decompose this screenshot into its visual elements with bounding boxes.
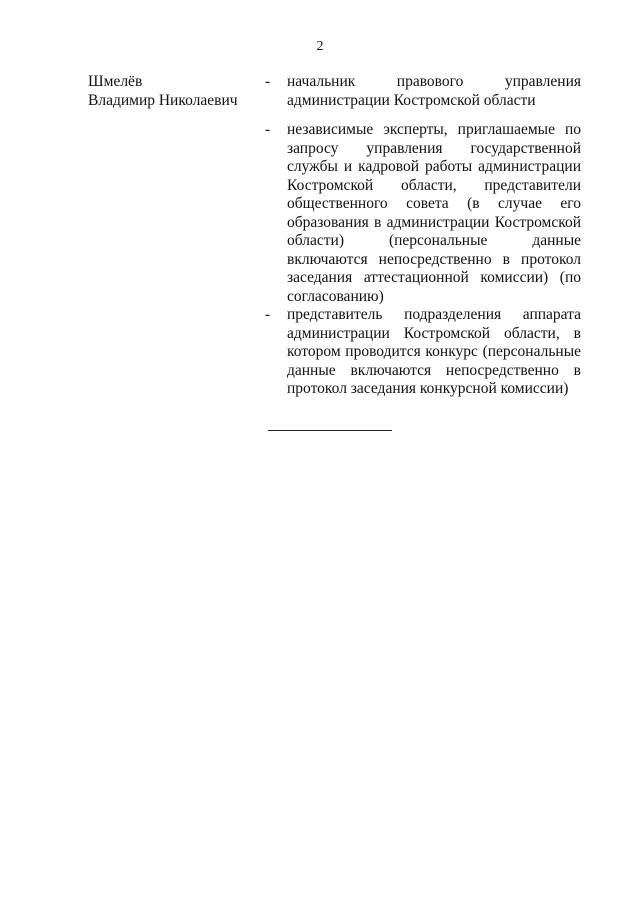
member-surname: Шмелёв [88,73,143,90]
page-number: 2 [316,39,324,54]
list-dash: - [265,306,271,323]
member-name [88,73,258,110]
member-role: представитель подразделения аппарата администрации Костромской области, в котором проводится конкурс (персональные данные включаются непосредственно в протокол заседания конкурсной комиссии) [287,306,581,397]
member-role: независимые эксперты, приглашаемые по запросу управления государственной службы и кадровой работы администрации Костромской области, представители общественного совета (в случае его образования в администрации Костромской области) (персональные данные включаются непосредственно в протокол заседания аттестационной комиссии) (по согласованию) [287,121,581,305]
list-dash: - [265,73,271,90]
list-dash: - [265,121,271,138]
end-of-list-rule [268,430,392,431]
member-role: начальник правового управления администрации Костромской области [287,73,581,109]
member-given-names: Владимир Николаевич [88,91,238,109]
